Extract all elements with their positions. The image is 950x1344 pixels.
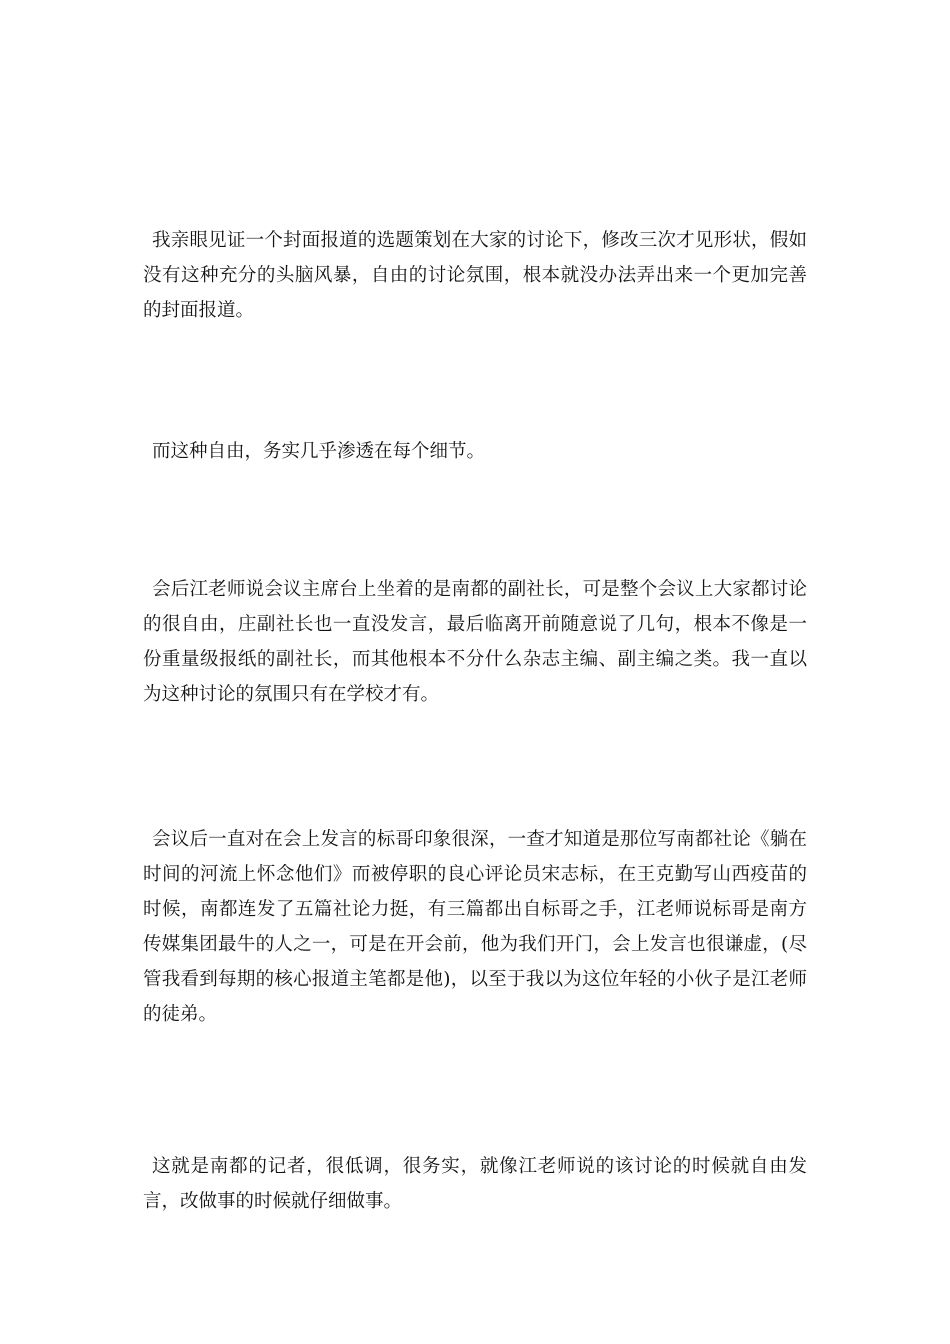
paragraph-biaoge: 会议后一直对在会上发言的标哥印象很深，一查才知道是那位写南都社论《躺在时间的河流上怀念他们》而被停职的良心评论员宋志标，在王克勤写山西疫苗的时候，南都连发了五篇社论力挺，有三篇都出自标哥之手，江老师说标哥是南方传媒集团最牛的人之一，可是在开会前，他为我们开门，会上发言也很谦虚，(尽管我看到每期的核心报道主笔都是他)，以至于我以为这位年轻的小伙子是江老师的徒弟。: [143, 829, 807, 1025]
paragraph-meeting: 会后江老师说会议主席台上坐着的是南都的副社长，可是整个会议上大家都讨论的很自由，庄副社长也一直没发言，最后临离开前随意说了几句，根本不像是一份重量级报纸的副社长，而其他根本不分什么杂志主编、副主编之类。我一直以为这种讨论的氛围只有在学校才有。: [143, 579, 807, 705]
paragraph-freedom: 而这种自由，务实几乎渗透在每个细节。: [152, 441, 486, 462]
paragraph-brainstorm: 我亲眼见证一个封面报道的选题策划在大家的讨论下，修改三次才见形状，假如没有这种充分的头脑风暴，自由的讨论氛围，根本就没办法弄出来一个更加完善的封面报道。: [143, 230, 807, 321]
paragraph-reporters: 这就是南都的记者，很低调，很务实，就像江老师说的该讨论的时候就自由发言，改做事的时候就仔细做事。: [143, 1156, 807, 1212]
